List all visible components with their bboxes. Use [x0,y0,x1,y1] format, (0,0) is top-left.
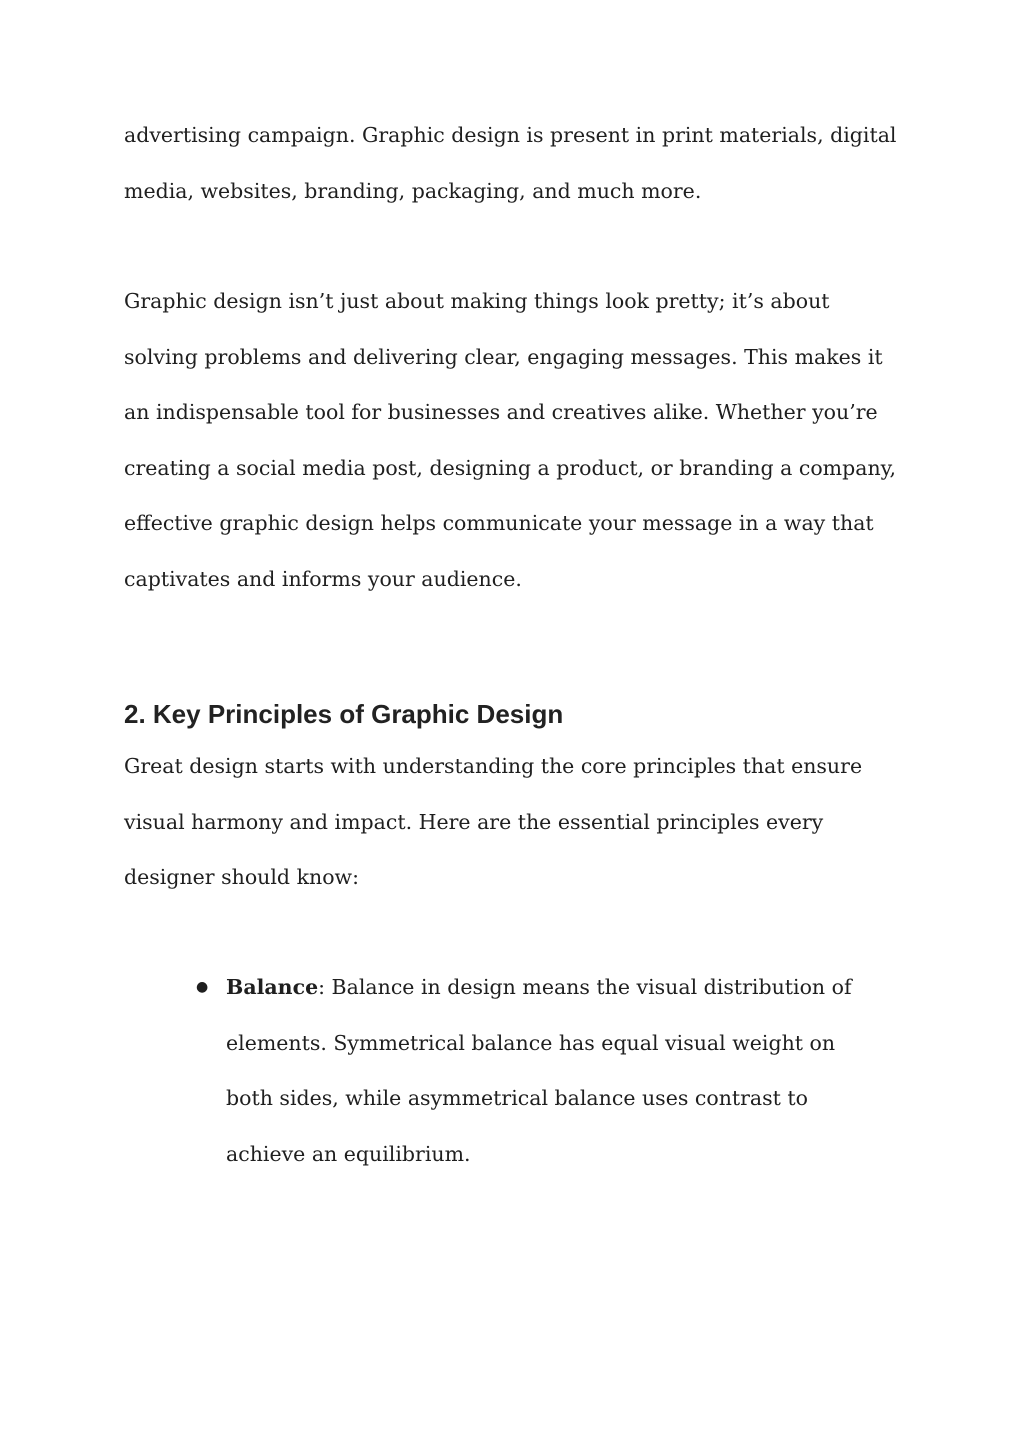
section-heading: 2. Key Principles of Graphic Design [124,699,564,729]
section-intro-paragraph: Great design starts with understanding the core principles that ensure visual harmony and impact. Here are the essential principles every designer should know: [124,754,863,889]
balance-description: : Balance in design means the visual distribution of elements. Symmetrical balance has equal visual weight on both sides, while asymmetrical balance uses contrast to achieve an equilibrium. [226,975,852,1166]
paragraph-intro-end: advertising campaign. Graphic design is present in print materials, digital media, websites, branding, packaging, and much more. [124,123,897,203]
bullet-icon: ● [196,979,209,995]
list-item-balance [196,960,876,1182]
principles-list [196,960,876,1182]
term-balance: Balance [226,975,319,999]
paragraph-importance: Graphic design isn’t just about making things look pretty; it’s about solving problems and delivering clear, engaging messages. This makes it an indispensable tool for businesses and creatives alike. Whether you’re creating a social media post, designing a product, or branding a company, effective graphic design helps communicate your message in a way that captivates and informs your audience. [124,289,897,591]
